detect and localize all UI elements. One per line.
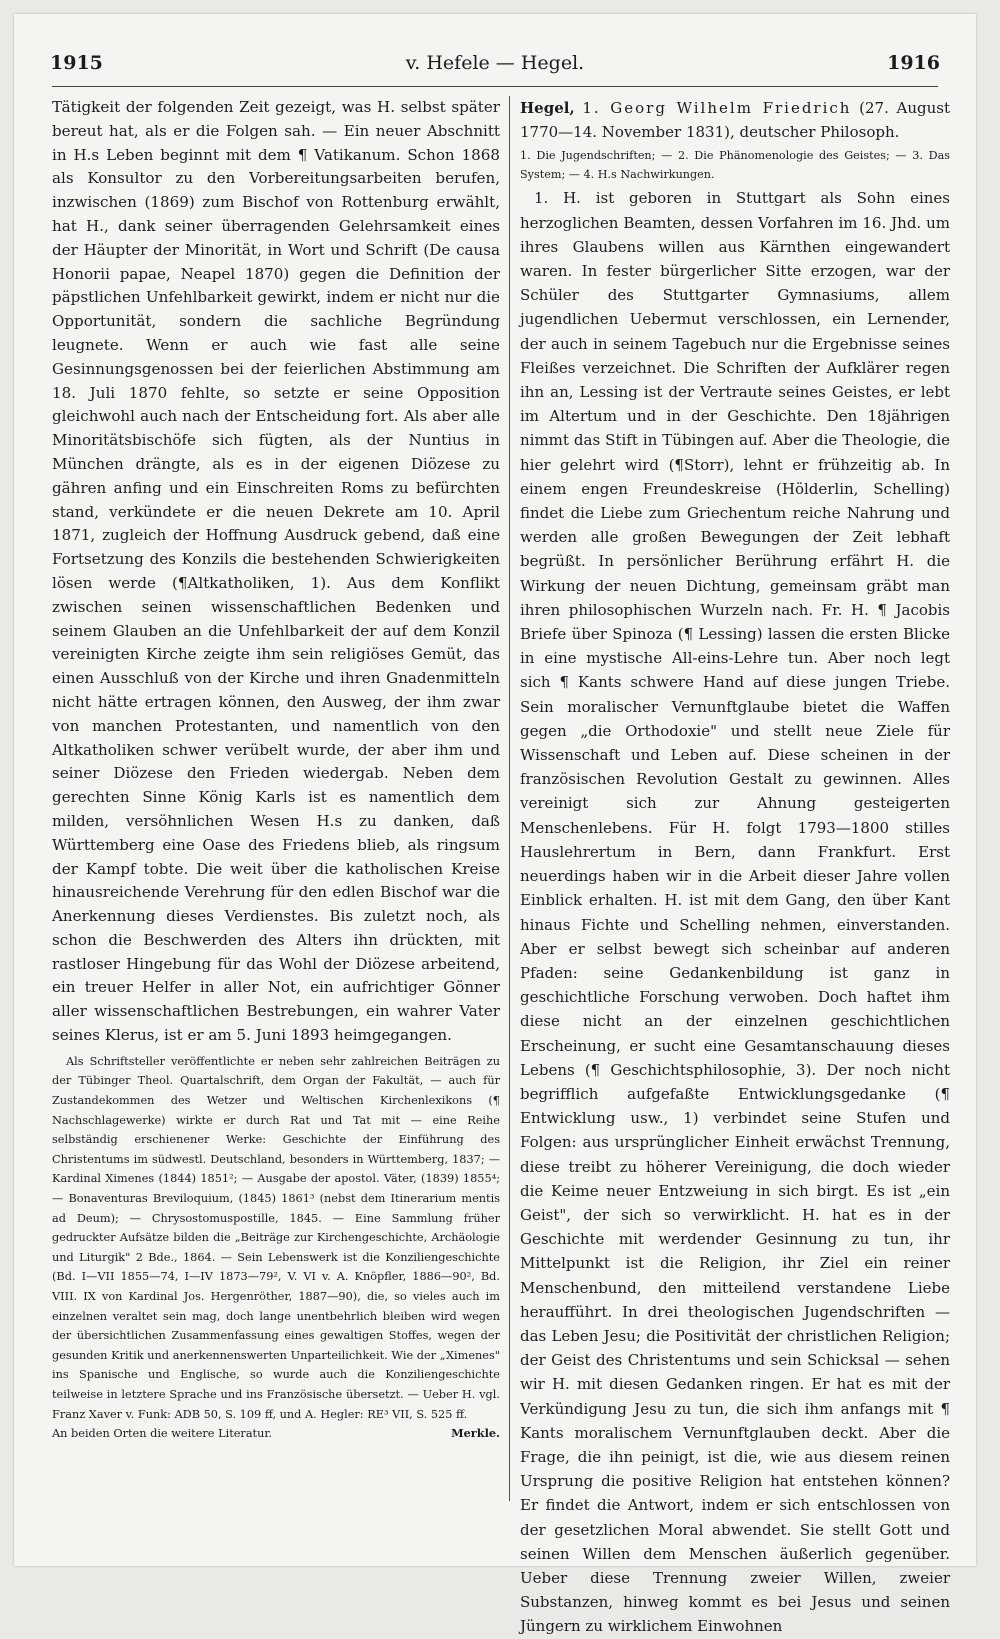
right-column: [520, 96, 950, 1636]
page-header: [50, 52, 940, 88]
page-number-left: 1915: [50, 52, 103, 74]
left-column: [52, 96, 500, 1546]
literature-note: An beiden Orten die weitere Literatur.: [52, 1427, 273, 1441]
entry-dates: (27. August 1770—14. November 1831), deutscher Philosoph.: [520, 99, 950, 142]
page-number-right: 1916: [887, 52, 940, 74]
author-signature: Merkle.: [451, 1426, 500, 1441]
running-head: v. Hefele — Hegel.: [405, 52, 585, 74]
article-text-hegel: 1. H. ist geboren in Stuttgart als Sohn eines herzoglichen Beamten, dessen Vorfahren im 16. Jhd. um ihres Glaubens willen aus Kärnthen eingewandert waren. In fester bürgerlicher Sitte erzogen, war der Schüler des Stuttgarter Gymnasiums, allem jugendlichen Uebermut verschlossen, ein Lernender, der auch in seinem Tagebuch nur die Ergebnisse seines Fleißes verzeichnet. Die Schriften der Aufklärer regen ihn an, Lessing ist der Vertraute seines Geistes, er lebt im Altertum und in der Geschichte. Den 18jährigen nimmt das Stift in Tübingen auf. Aber die Theologie, die hier gelehrt wird (¶Storr), lehnt er frühzeitig ab. In einem engen Freundeskreise (Hölderlin, Schelling) findet die Liebe zum Griechentum reiche Nahrung und werden alle großen Bewegungen der Zeit lebhaft begrüßt. In persönlicher Berührung erfährt H. die Wirkung der neuen Dichtung, gemeinsam gräbt man ihren philosophischen Wurzeln nach. Fr. H. ¶ Jacobis Briefe über Spinoza (¶ Lessing) lassen die ersten Blicke in eine mystische All-eins-Lehre tun. Aber noch legt sich ¶ Kants schwere Hand auf diese jungen Triebe. Sein moralischer Vernunftglaube bietet die Waffen gegen „die Orthodoxie" und stellt neue Ziele für Wissenschaft und Leben auf. Diese scheinen in der französischen Revolution Gestalt zu gewinnen. Alles vereinigt sich zur Ahnung gesteigerten Menschenlebens. Für H. folgt 1793—1800 stilles Hauslehrertum in Bern, dann Frankfurt. Erst neuerdings haben wir in die Arbeit dieser Jahre vollen Einblick erhalten. H. ist mit dem Gang, den über Kant hinaus Fichte und Schelling nehmen, einverstanden. Aber er selbst bewegt sich scheinbar auf anderen Pfaden: seine Gedankenbildung ist ganz in geschichtliche Forschung verwoben. Doch haftet ihm diese nicht an der einzelnen geschichtlichen Erscheinung, er sucht eine Gesamtanschauung dieses Lebens (¶ Geschichtsphilosophie, 3). Der noch nicht begrifflich aufgefaßte Entwicklungsgedanke (¶ Entwicklung usw., 1) verbindet seine Stufen und Folgen: aus ursprünglicher Einheit erwächst Trennung, diese treibt zu höherer Vereinigung, die doch wieder die Keime neuer Entzweiung in sich birgt. Es ist „ein Geist", der sich so verwirklicht. H. hat es in der Geschichte mit werdender Gesinnung zu tun, ihr Mittelpunkt ist die Religion, ihr Ziel ein reiner Menschenbund, den mitteilend verstandene Liebe heraufführt. In drei theologischen Jugendschriften — das Leben Jesu; die Positivität der christlichen Religion; der Geist des Christentums und sein Schicksal — sehen wir H. mit diesen Gedanken ringen. Er hat es mit der Verkündigung Jesu zu tun, die sich ihm anfangs mit ¶ Kants moralischem Vernunftglauben deckt. Aber die Frage, die ihn peinigt, ist die, wie aus diesem reinen Ursprung die positive Religion hat entstehen können? Er findet die Antwort, indem er sich entschlossen von der gesetzlichen Moral abwendet. Sie stellt Gott und seinen Willen dem Menschen äußerlich gegenüber. Ueber diese Trennung zweier Willen, zweier Substanzen, hinweg kommt es bei Jesus und seinen Jüngern zu wirklichem Einwohnen: [520, 189, 950, 1636]
entry-contents: 1. Die Jugendschriften; — 2. Die Phänomenologie des Geistes; — 3. Das System; — 4. H.s Nachwirkungen.: [520, 149, 950, 182]
scanned-page: [14, 14, 976, 1636]
article-text-hefele: Tätigkeit der folgenden Zeit gezeigt, was H. selbst später bereut hat, als er die Folgen sah. — Ein neuer Abschnitt in H.s Leben beginnt mit dem ¶ Vatikanum. Schon 1868 als Konsultor zu den Vorbereitungsarbeiten berufen, inzwischen (1869) zum Bischof von Rottenburg erwählt, hat H., dank seiner überragenden Gelehrsamkeit eines der Häupter der Minorität, in Wort und Schrift (De causa Honorii papae, Neapel 1870) gegen die Definition der päpstlichen Unfehlbarkeit gewirkt, indem er nicht nur die Opportunität, sondern die sachliche Begründung leugnete. Wenn er auch wie fast alle seine Gesinnungsgenossen bei der feierlichen Abstimmung am 18. Juli 1870 fehlte, so setzte er seine Opposition gleichwohl auch nach der Entscheidung fort. Als aber alle Minoritätsbischöfe sich fügten, als der Nuntius in München drängte, als es in der eigenen Diözese zu gähren anfing und ein Einschreiten Roms zu befürchten stand, verkündete er die neuen Dekrete am 10. April 1871, zugleich der Hoffnung Ausdruck gebend, daß eine Fortsetzung des Konzils die bestehenden Schwierigkeiten lösen werde (¶Altkatholiken, 1). Aus dem Konflikt zwischen seinen wissenschaftlichen Bedenken und seinem Glauben an die Unfehlbarkeit der auf dem Konzil vereinigten Kirche zeigte ihm sein religiöses Gemüt, das einen Ausschluß von der Kirche und ihren Gnadenmitteln nicht hätte ertragen können, den Ausweg, der ihm zwar von manchen Protestanten, und namentlich von den Altkatholiken schwer verübelt wurde, der aber ihm und seiner Diözese den Frieden wiedergab. Neben dem gerechten Sinne König Karls ist es namentlich dem milden, versöhnlichen Wesen H.s zu danken, daß Württemberg eine Oase des Friedens blieb, als ringsum der Kampf tobte. Die weit über die katholischen Kreise hinausreichende Verehrung für den edlen Bischof war die Anerkennung dieses Verdienstes. Bis zuletzt noch, als schon die Beschwerden des Alters ihn drückten, mit rastloser Hingebung für das Wohl der Diözese arbeitend, ein treuer Helfer in aller Not, ein aufrichtiger Gönner aller wissenschaftlichen Bestrebungen, ein wahrer Vater seines Klerus, ist er am 5. Juni 1893 heimgegangen.: [52, 98, 500, 1045]
entry-full-name: 1. Georg Wilhelm Friedrich: [582, 99, 852, 117]
header-rule: [52, 86, 938, 87]
bibliography-notes: Als Schriftsteller veröffentlichte er neben sehr zahlreichen Beiträgen zu der Tübinger Theol. Quartalschrift, dem Organ der Fakultät, — auch für Zustandekommen des Wetzer und Weltischen Kirchenlexikons (¶ Nachschlagewerke) wirkte er durch Rat und Tat mit — eine Reihe selbständig erschienener Werke: Geschichte der Einführung des Christentums im südwestl. Deutschland, besonders in Württemberg, 1837; — Kardinal Ximenes (1844) 1851²; — Ausgabe der apostol. Väter, (1839) 1855⁴; — Bonaventuras Breviloquium, (1845) 1861³ (nebst dem Itinerarium mentis ad Deum); — Chrysostomuspostille, 1845. — Eine Sammlung früher gedruckter Aufsätze bilden die „Beiträge zur Kirchengeschichte, Archäologie und Liturgik" 2 Bde., 1864. — Sein Lebenswerk ist die Konziliengeschichte (Bd. I—VII 1855—74, I—IV 1873—79², V. VI v. A. Knöpfler, 1886—90², Bd. VIII. IX von Kardinal Jos. Hergenröther, 1887—90), die, so vieles auch im einzelnen veraltet sein mag, doch lange unentbehrlich bleiben wird wegen der übersichtlichen Zusammenfassung eines gewaltigen Stoffes, wegen der gesunden Kritik und anerkennenswerten Unparteilichkeit. Wie der „Ximenes" ins Spanische und Englische, so wurde auch die Konziliengeschichte teilweise in letztere Sprache und ins Französische übersetzt. — Ueber H. vgl. Franz Xaver v. Funk: ADB 50, S. 109 ff, und A. Hegler: RE³ VII, S. 525 ff.: [52, 1054, 500, 1421]
entry-headword: Hegel,: [520, 99, 575, 117]
column-divider: [509, 96, 510, 1501]
signature-row: [52, 1424, 500, 1443]
entry-heading: [520, 96, 950, 144]
